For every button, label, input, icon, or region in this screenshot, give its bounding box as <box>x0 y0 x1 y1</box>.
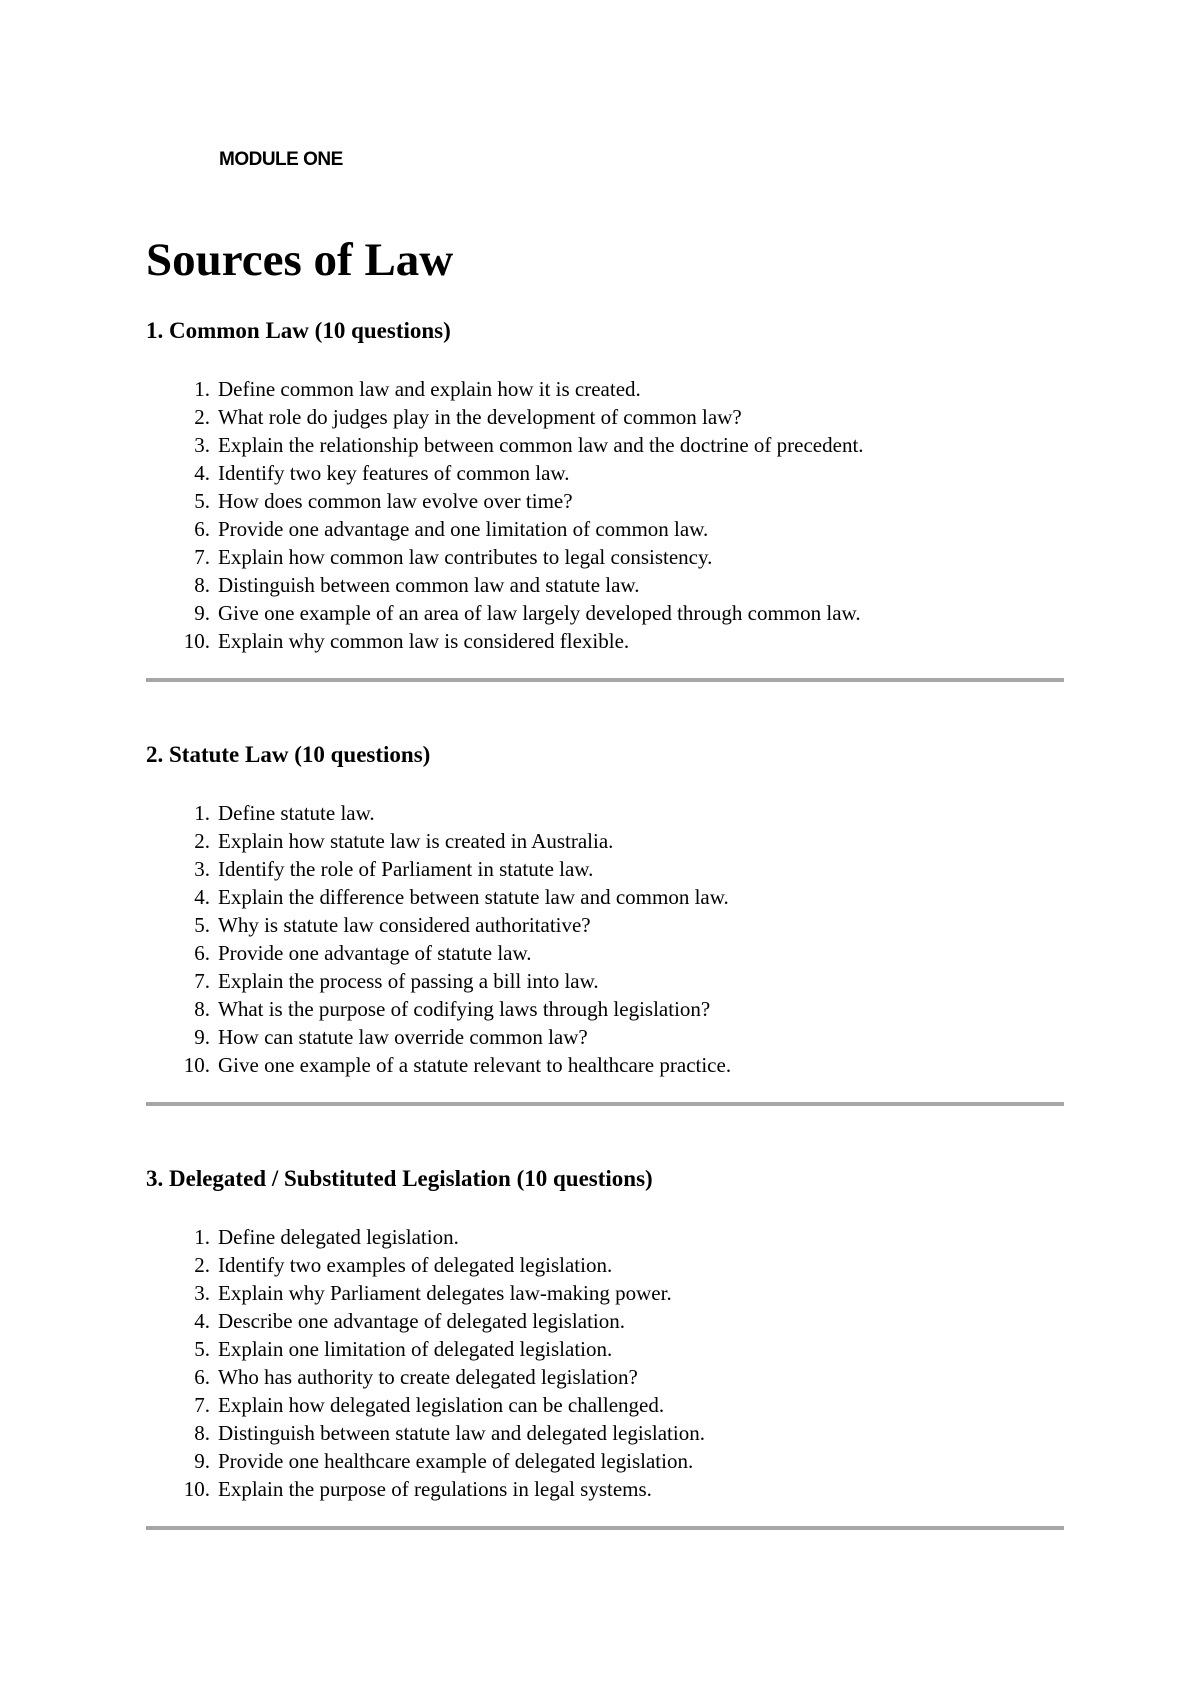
question-text: How can statute law override common law? <box>218 1025 588 1049</box>
question-number: 10. <box>183 1477 210 1501</box>
section-common-law <box>146 316 1064 682</box>
question-number: 7. <box>194 969 210 993</box>
question-text: Explain how delegated legislation can be challenged. <box>218 1393 665 1417</box>
section-heading: 1. Common Law (10 questions) <box>146 318 451 343</box>
question-number: 1. <box>194 1225 210 1249</box>
question-text: Give one example of a statute relevant to healthcare practice. <box>218 1053 732 1077</box>
question-item <box>146 1051 1064 1079</box>
section-delegated-legislation <box>146 1164 1064 1530</box>
question-item <box>146 1363 1064 1391</box>
question-text: Define statute law. <box>218 801 375 825</box>
section-statute-law <box>146 740 1064 1106</box>
question-number: 3. <box>194 433 210 457</box>
question-item <box>146 939 1064 967</box>
question-text: Provide one healthcare example of delegated legislation. <box>218 1449 694 1473</box>
question-number: 8. <box>194 573 210 597</box>
question-text: Distinguish between statute law and delegated legislation. <box>218 1421 705 1445</box>
question-text: Provide one advantage of statute law. <box>218 941 532 965</box>
question-item <box>146 799 1064 827</box>
question-item <box>146 967 1064 995</box>
question-list <box>146 799 1064 1079</box>
question-item <box>146 1223 1064 1251</box>
question-number: 9. <box>194 1025 210 1049</box>
question-item <box>146 1447 1064 1475</box>
question-text: Describe one advantage of delegated legislation. <box>218 1309 625 1333</box>
question-text: Explain why common law is considered flexible. <box>218 629 630 653</box>
question-number: 5. <box>194 1337 210 1361</box>
question-number: 1. <box>194 377 210 401</box>
question-text: How does common law evolve over time? <box>218 489 573 513</box>
page-title: Sources of Law <box>146 234 454 286</box>
question-text: Explain the relationship between common law and the doctrine of precedent. <box>218 433 864 457</box>
question-number: 4. <box>194 885 210 909</box>
question-number: 7. <box>194 1393 210 1417</box>
question-text: Who has authority to create delegated legislation? <box>218 1365 638 1389</box>
question-number: 6. <box>194 941 210 965</box>
question-item <box>146 515 1064 543</box>
question-number: 2. <box>194 405 210 429</box>
question-item <box>146 911 1064 939</box>
question-number: 6. <box>194 517 210 541</box>
question-item <box>146 487 1064 515</box>
question-text: Why is statute law considered authoritative? <box>218 913 591 937</box>
section-heading: 3. Delegated / Substituted Legislation (10 questions) <box>146 1166 653 1191</box>
question-text: What role do judges play in the development of common law? <box>218 405 742 429</box>
question-list <box>146 1223 1064 1503</box>
question-number: 2. <box>194 1253 210 1277</box>
question-text: Distinguish between common law and statute law. <box>218 573 640 597</box>
question-text: Explain one limitation of delegated legislation. <box>218 1337 613 1361</box>
question-number: 10. <box>183 1053 210 1077</box>
question-item <box>146 1419 1064 1447</box>
question-item <box>146 543 1064 571</box>
question-text: Identify two key features of common law. <box>218 461 570 485</box>
question-number: 4. <box>194 1309 210 1333</box>
question-number: 8. <box>194 997 210 1021</box>
question-item <box>146 375 1064 403</box>
question-text: Give one example of an area of law largely developed through common law. <box>218 601 861 625</box>
question-item <box>146 1335 1064 1363</box>
question-item <box>146 1307 1064 1335</box>
question-number: 3. <box>194 1281 210 1305</box>
question-item <box>146 599 1064 627</box>
question-number: 1. <box>194 801 210 825</box>
section-heading: 2. Statute Law (10 questions) <box>146 742 431 767</box>
question-item <box>146 855 1064 883</box>
question-item <box>146 1475 1064 1503</box>
question-item <box>146 1023 1064 1051</box>
question-text: Define delegated legislation. <box>218 1225 459 1249</box>
question-item <box>146 1391 1064 1419</box>
question-number: 10. <box>183 629 210 653</box>
question-item <box>146 627 1064 655</box>
question-item <box>146 459 1064 487</box>
question-number: 5. <box>194 913 210 937</box>
question-list <box>146 375 1064 655</box>
question-item <box>146 995 1064 1023</box>
question-number: 4. <box>194 461 210 485</box>
section-divider <box>146 678 1064 682</box>
question-text: Explain the purpose of regulations in legal systems. <box>218 1477 652 1501</box>
question-number: 7. <box>194 545 210 569</box>
question-text: Explain the difference between statute law and common law. <box>218 885 729 909</box>
question-number: 6. <box>194 1365 210 1389</box>
question-number: 9. <box>194 1449 210 1473</box>
question-item <box>146 403 1064 431</box>
question-text: Provide one advantage and one limitation of common law. <box>218 517 709 541</box>
question-number: 5. <box>194 489 210 513</box>
question-text: Explain how common law contributes to legal consistency. <box>218 545 713 569</box>
question-text: Define common law and explain how it is created. <box>218 377 641 401</box>
question-number: 8. <box>194 1421 210 1445</box>
question-number: 9. <box>194 601 210 625</box>
question-item <box>146 1279 1064 1307</box>
question-text: Identify the role of Parliament in statute law. <box>218 857 594 881</box>
question-text: Identify two examples of delegated legislation. <box>218 1253 613 1277</box>
section-divider <box>146 1526 1064 1530</box>
question-text: Explain how statute law is created in Australia. <box>218 829 614 853</box>
question-text: Explain the process of passing a bill into law. <box>218 969 599 993</box>
question-number: 3. <box>194 857 210 881</box>
question-text: What is the purpose of codifying laws through legislation? <box>218 997 711 1021</box>
question-text: Explain why Parliament delegates law-making power. <box>218 1281 672 1305</box>
question-item <box>146 1251 1064 1279</box>
question-item <box>146 827 1064 855</box>
section-divider <box>146 1102 1064 1106</box>
question-number: 2. <box>194 829 210 853</box>
question-item <box>146 431 1064 459</box>
question-item <box>146 883 1064 911</box>
question-item <box>146 571 1064 599</box>
module-label: MODULE ONE <box>219 149 343 170</box>
